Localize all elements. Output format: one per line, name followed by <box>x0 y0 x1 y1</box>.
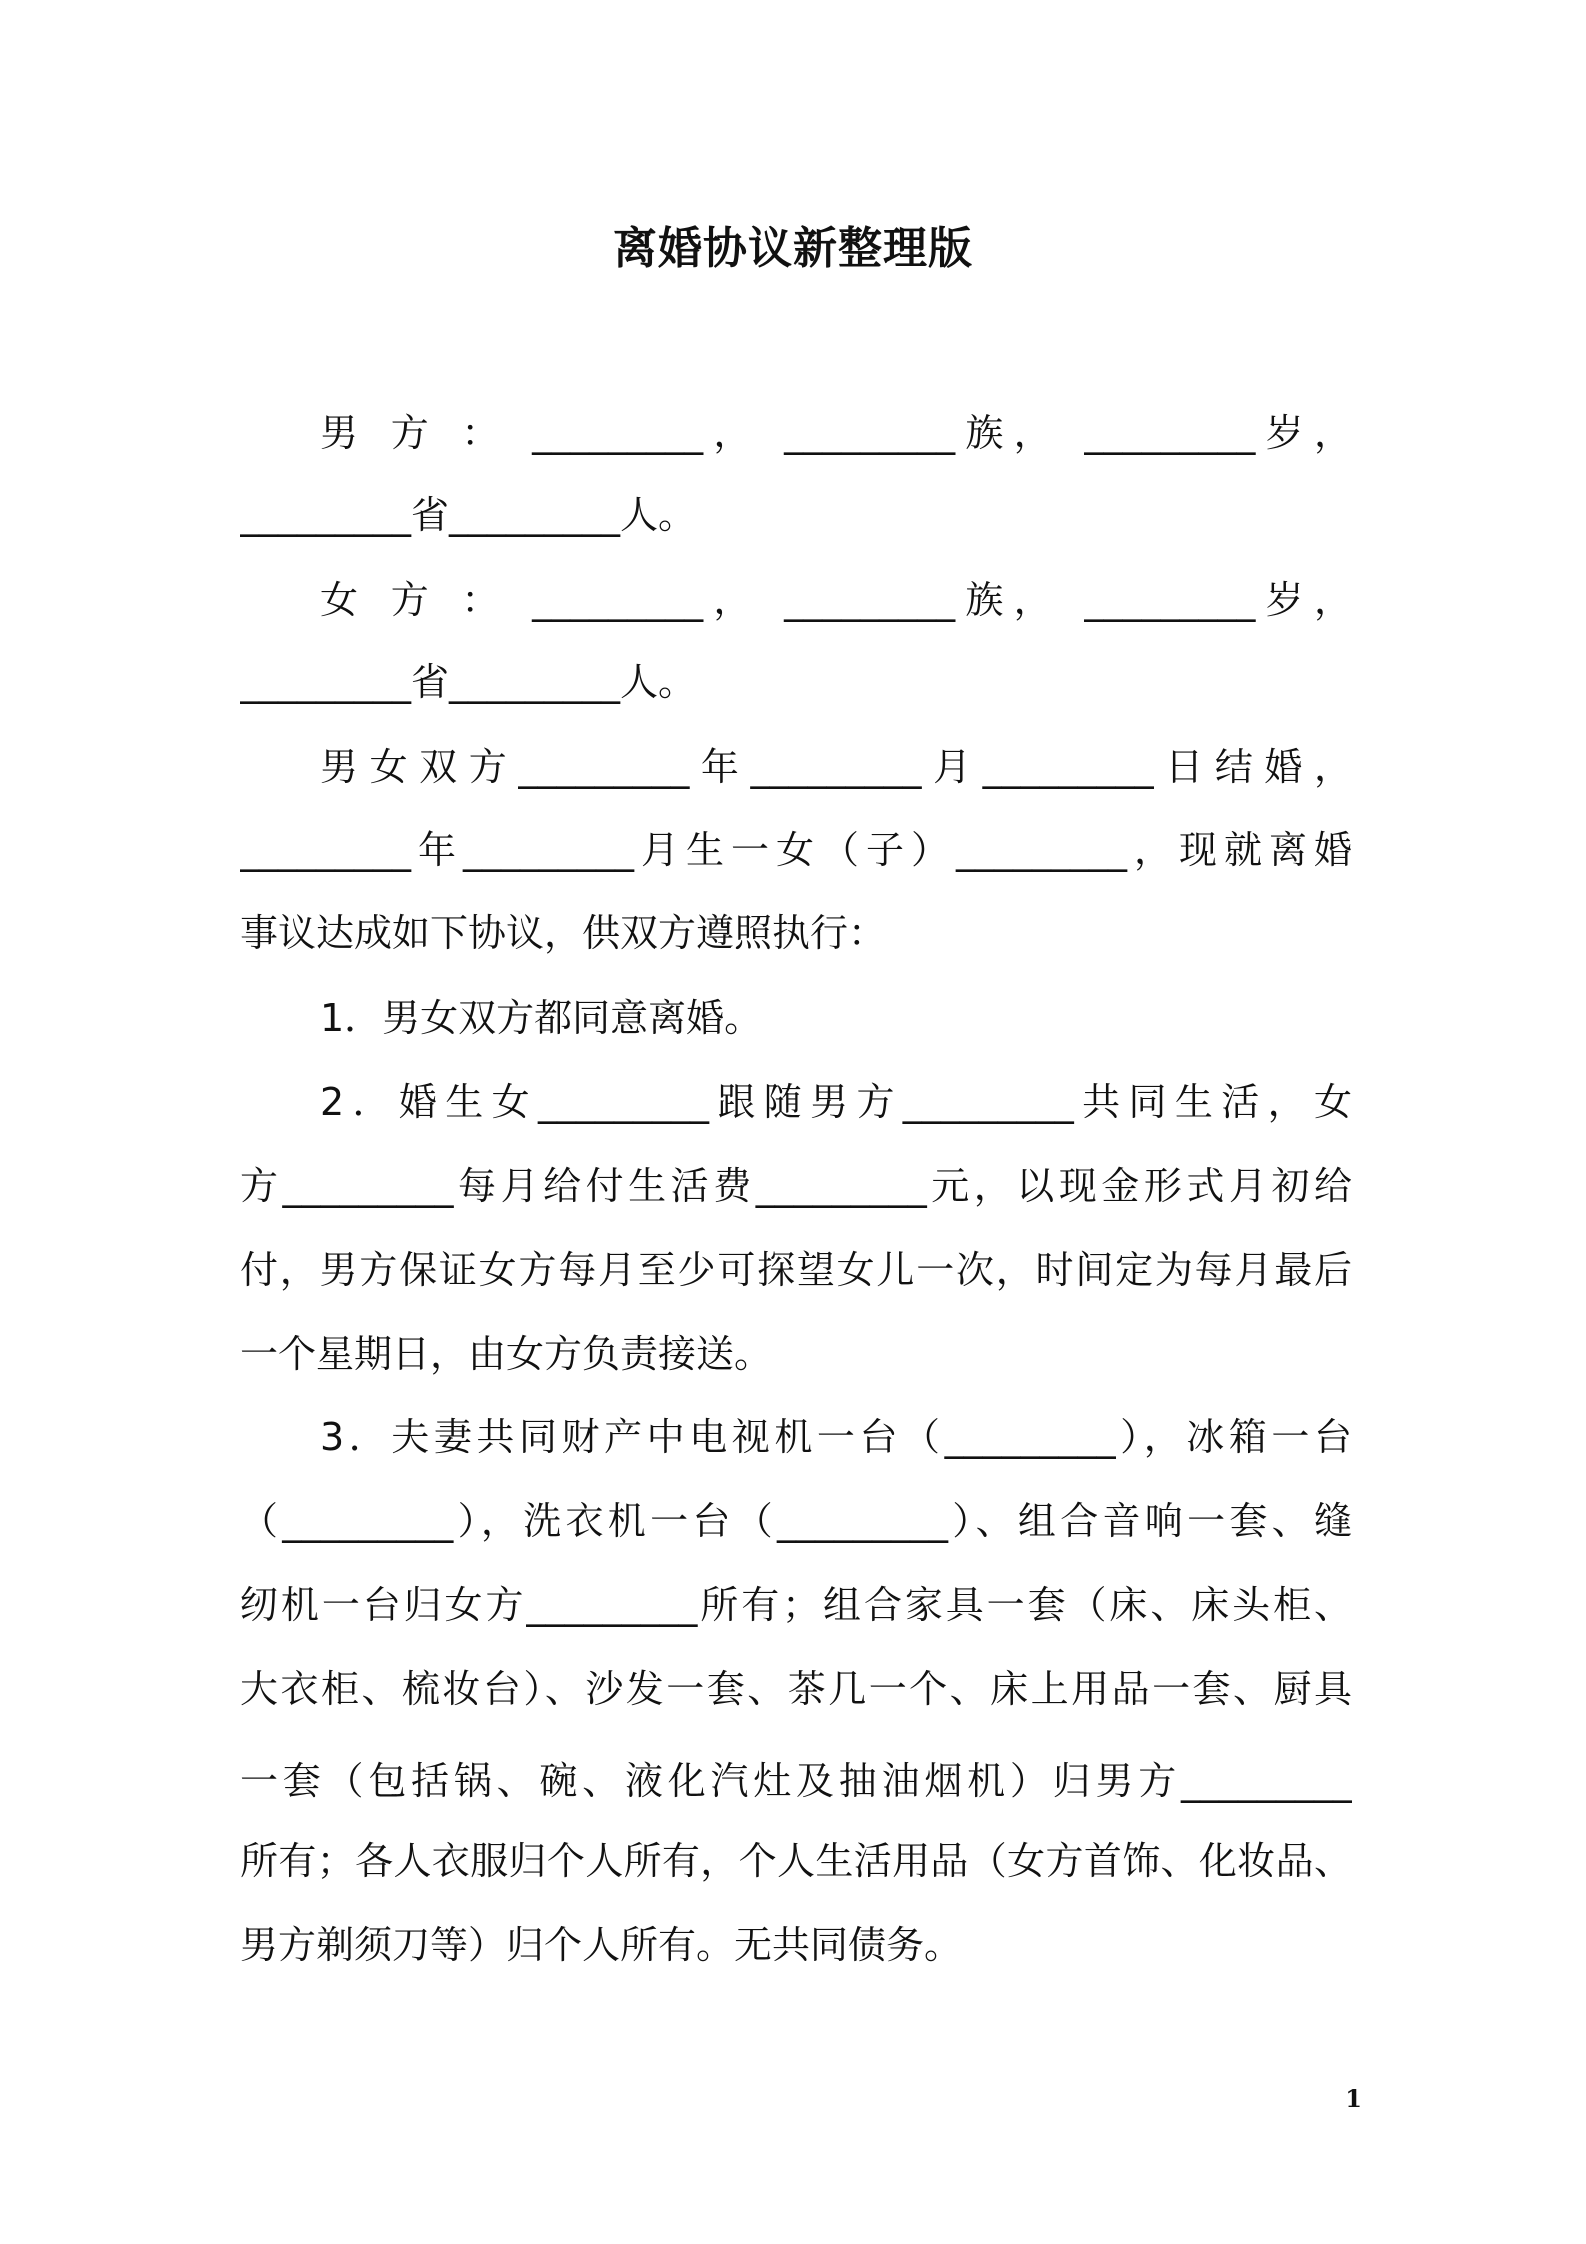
marriage-date-line: 男女双方_________年_________月_________日结婚， <box>320 745 1352 789</box>
clause-3-line-6: 所有；各人衣服归个人所有，个人生活用品（女方首饰、化妆品、 <box>240 1839 1352 1883</box>
clause-2-line-4: 一个星期日，由女方负责接送。 <box>240 1332 773 1376</box>
clause-1: 1．男女双方都同意离婚。 <box>320 996 763 1040</box>
clause-3-line-5: 一套（包括锅、碗、液化汽灶及抽油烟机）归男方_________ <box>240 1759 1352 1803</box>
clause-3-line-3: 纫机一台归女方_________所有；组合家具一套（床、床头柜、 <box>240 1583 1352 1627</box>
document-title: 离婚协议新整理版 <box>613 223 973 274</box>
clause-3-line-4: 大衣柜、梳妆台）、沙发一套、茶几一个、床上用品一套、厨具 <box>240 1667 1352 1711</box>
female-party-line: 女 方 ： _________， _________族， _________岁， <box>320 578 1352 622</box>
child-birth-line: _________年_________月生一女（子）_________，现就离婚 <box>240 828 1352 872</box>
clause-3-line-7: 男方剃须刀等）归个人所有。无共同债务。 <box>240 1923 963 1967</box>
page-number: 1 <box>1345 2084 1362 2113</box>
clause-2-line-1: 2．婚生女_________跟随男方_________共同生活，女 <box>320 1080 1352 1124</box>
male-party-line: 男 方 ： _________， _________族， _________岁， <box>320 411 1352 455</box>
agreement-intro-line: 事议达成如下协议，供双方遵照执行： <box>240 911 887 955</box>
clause-2-line-3: 付，男方保证女方每月至少可探望女儿一次，时间定为每月最后 <box>240 1248 1352 1292</box>
male-party-origin-line: _________省_________人。 <box>240 493 697 537</box>
clause-3-line-1: 3．夫妻共同财产中电视机一台（_________），冰箱一台 <box>320 1415 1352 1459</box>
clause-3-line-2: （_________），洗衣机一台（_________）、组合音响一套、缝 <box>240 1499 1352 1543</box>
clause-2-line-2: 方_________每月给付生活费_________元，以现金形式月初给 <box>240 1164 1352 1208</box>
female-party-origin-line: _________省_________人。 <box>240 660 697 704</box>
